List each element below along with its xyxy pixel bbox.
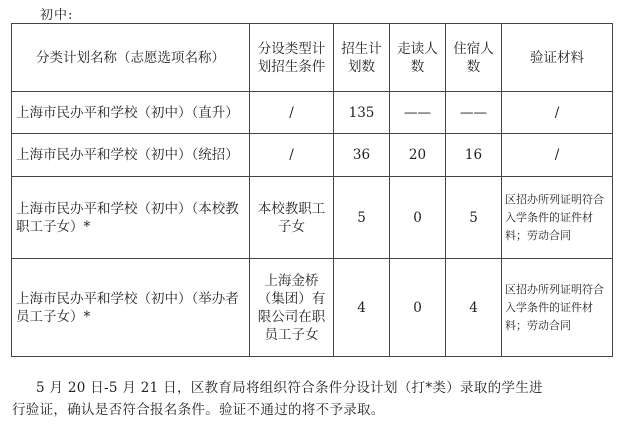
cell-verification: / — [502, 92, 613, 134]
header-quota: 招生计划数 — [334, 24, 390, 92]
cell-plan-name: 上海市民办平和学校（初中）（统招） — [12, 134, 250, 177]
cell-condition: 本校教职工子女 — [250, 177, 334, 259]
cell-day-students: 0 — [390, 259, 446, 357]
cell-boarding-students: 5 — [446, 177, 502, 259]
header-plan-name: 分类计划名称（志愿选项名称） — [12, 24, 250, 92]
table-row — [12, 134, 613, 177]
cell-day-students: 0 — [390, 177, 446, 259]
cell-condition: / — [250, 92, 334, 134]
cell-condition: / — [250, 134, 334, 177]
cell-quota: 4 — [334, 259, 390, 357]
cell-day-students: —— — [390, 92, 446, 134]
cell-plan-name: 上海市民办平和学校（初中）（直升） — [12, 92, 250, 134]
notice-line-1: 5 月 20 日-5 月 21 日，区教育局将组织符合条件分设计划（打*类）录取的学生进 — [36, 380, 543, 396]
cell-plan-name: 上海市民办平和学校（初中）（本校教职工子女）* — [12, 177, 250, 259]
cell-condition: 上海金桥（集团）有限公司在职员工子女 — [250, 259, 334, 357]
cell-verification: / — [502, 134, 613, 177]
section-label: 初中: — [40, 8, 74, 23]
cell-boarding-students: 16 — [446, 134, 502, 177]
header-verification: 验证材料 — [502, 24, 613, 92]
enrollment-plan-table — [11, 23, 613, 357]
table-row — [12, 92, 613, 134]
cell-quota: 135 — [334, 92, 390, 134]
table-row — [12, 259, 613, 357]
header-boarding-students: 住宿人数 — [446, 24, 502, 92]
cell-boarding-students: 4 — [446, 259, 502, 357]
cell-day-students: 20 — [390, 134, 446, 177]
cell-verification: 区招办所列证明符合入学条件的证件材料；劳动合同 — [502, 259, 613, 357]
table-row — [12, 177, 613, 259]
header-day-students: 走读人数 — [390, 24, 446, 92]
verification-notice — [12, 377, 616, 421]
header-condition: 分设类型计划招生条件 — [250, 24, 334, 92]
cell-boarding-students: —— — [446, 92, 502, 134]
cell-quota: 36 — [334, 134, 390, 177]
cell-quota: 5 — [334, 177, 390, 259]
table-header-row — [12, 24, 613, 92]
cell-verification: 区招办所列证明符合入学条件的证件材料；劳动合同 — [502, 177, 613, 259]
cell-plan-name: 上海市民办平和学校（初中）（举办者员工子女）* — [12, 259, 250, 357]
notice-line-2: 行验证，确认是否符合报名条件。验证不通过的将不予录取。 — [12, 402, 385, 418]
